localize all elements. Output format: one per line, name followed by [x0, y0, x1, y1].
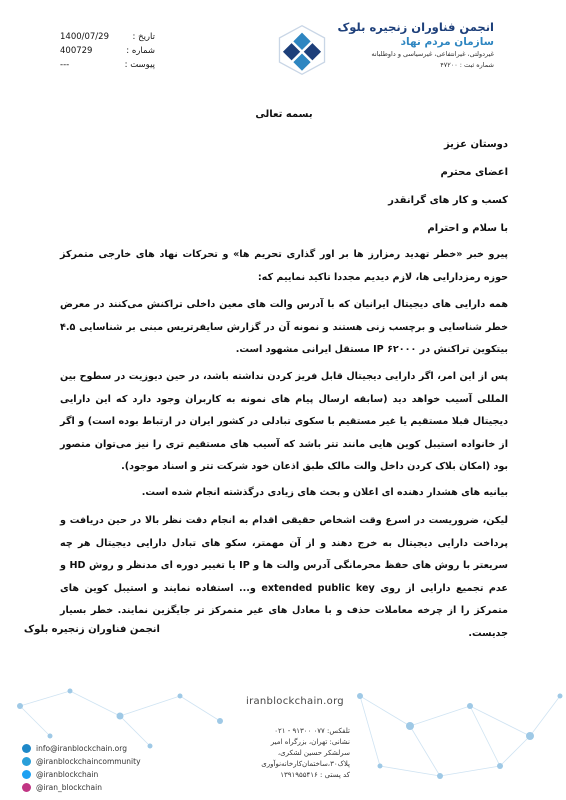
meta-attachment-label: پیوست :	[124, 60, 155, 70]
letter-body	[23, 104, 508, 639]
address-block	[240, 726, 350, 781]
address-line: کد پستی : ۱۳۹۱۹۵۵۴۱۶	[280, 771, 350, 779]
org-subtitle: سازمان مردم نهاد	[400, 36, 494, 48]
letter-paragraph: بیانیه های هشدار دهنده ای اعلان و بحث های زیادی درگذشته انجام شده است.	[141, 487, 508, 498]
address-line: تلفکس: ۰۷۷ ۹۱۳۰۰ - ۰۲۱	[274, 727, 350, 735]
letter-paragraph: همه دارایی های دیجیتال ایرانیان که با آدرس والت های معین داخلی تراکنش می‌کنند در معرض خطر شناسایی و برچسب زنی هستند و نمونه آن در گزارش سایفرتریس مبنی بر شناسایی ۴.۵ بیتکوین تراکنش در ۶۲۰۰۰ IP مستقل ایرانی مشهود است.	[60, 299, 508, 355]
letter-paragraph: پس از این امر، اگر دارایی دیجیتال قابل فریز کردن نداشته باشد، در حین دیوزیت در سطوح بین المللی آسیب خواهد دید (سابقه ارسال پیام های نمونه به کاربران وجود دارد که این دارایی دیجیتال قبلا مستقیم یا غیر مستقیم با سکوی تبادلی در کشور ایران در ارتباط بوده است) و اگر از خانواده استیبل کوین هایی مانند تتر باشد که آسیب های مستقیم تری را نیز می‌توان متصور بود (امکان بلاک کردن داخل والت مالک طبق اذعان خود شرکت تتر و اسناد موجود).	[60, 371, 508, 472]
greeting-line: دوستان عزیز	[443, 139, 508, 150]
telegram-icon	[22, 757, 31, 766]
letter-meta	[60, 30, 155, 72]
letter-paragraph: پیرو خبر «خطر تهدید رمزارز ها بر اور گذاری تحریم ها» و تحرکات نهاد های خارجی متمرکز حوزه رمزدارایی ها، لازم دیدیم مجددا تاکید نماییم که:	[60, 249, 508, 283]
org-description: غیردولتی، غیرانتفاعی، غیرسیاسی و داوطلبانه	[371, 50, 494, 58]
social-instagram-row[interactable]	[22, 781, 141, 794]
social-telegram-row[interactable]	[22, 755, 141, 768]
website-link[interactable]: iranblockchain.org	[246, 696, 344, 707]
meta-number-label: شماره :	[126, 46, 155, 56]
email-icon	[22, 744, 31, 753]
signature: انجمن فناوران زنجیره بلوک	[23, 624, 160, 635]
meta-number-row	[60, 44, 155, 58]
org-name: انجمن فناوران زنجیره بلوک	[337, 20, 494, 34]
greeting-line: اعضای محترم	[440, 167, 508, 178]
org-title-block	[334, 20, 494, 71]
social-email-row[interactable]	[22, 742, 141, 755]
meta-number-value: 400729	[60, 46, 93, 56]
meta-date-value: 1400/07/29	[60, 32, 109, 42]
meta-date-row	[60, 30, 155, 44]
social-links	[22, 742, 141, 794]
meta-attachment-value: ---	[60, 60, 70, 70]
social-twitter-text: @iranblockchain	[36, 770, 99, 779]
meta-attachment-row	[60, 58, 155, 72]
blockchain-logo-icon	[276, 24, 328, 76]
social-email-text: info@iranblockchain.org	[36, 744, 127, 753]
letter-paragraph: لیکن، ضروریست در اسرع وقت اشخاص حقیقی اقدام به انجام دقت نظر بالا در حین دریافت و پرداخت دارایی دیجیتال به خرج دهند و از آن مهمتر، سکو های تبادل دارایی دیجیتال هر چه سریعتر با روش های حفظ محرمانگی آدرس والت ها و IP یا تغییر دوره ای مدنظر و روش HD و عدم تجمیع دارایی از روی extended public key و... استفاده نمایند و استیبل کوین های متمرکز را از چرخه معاملات حذف و با معادل های غیر متمرکز تر جایگزین نمایند. خطر بسیار جدیست.	[60, 515, 508, 639]
address-line: پلاک۳۰،ساختمان‌کارخانه‌نوآوری	[261, 760, 350, 768]
social-twitter-row[interactable]	[22, 768, 141, 781]
social-instagram-text: @iran_blockchain	[36, 783, 102, 792]
instagram-icon	[22, 783, 31, 792]
greeting-line: با سلام و احترام	[427, 223, 508, 234]
greeting-line: کسب و کار های گرانقدر	[388, 195, 508, 206]
letter-footer	[0, 676, 566, 800]
basmala-heading: بسمه تعالی	[255, 109, 313, 120]
address-line: نشانی: تهران، بزرگراه امیر	[270, 738, 350, 746]
social-telegram-text: @iranblockchaincommunity	[36, 757, 141, 766]
twitter-icon	[22, 770, 31, 779]
address-line: سرلشکر حسین لشکری،	[277, 749, 350, 757]
org-registration: شماره ثبت : ۴۷۲۰۰	[440, 61, 494, 69]
meta-date-label: تاریخ :	[132, 32, 155, 42]
